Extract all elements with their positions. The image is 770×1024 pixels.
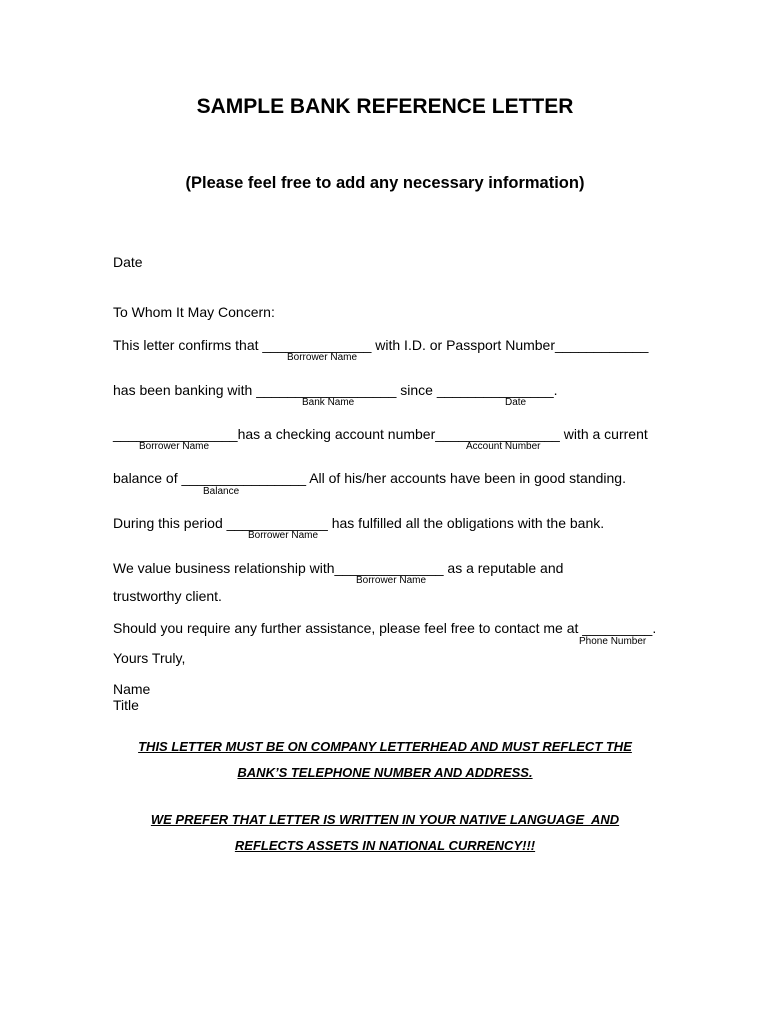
caption-phone-number: Phone Number	[579, 636, 647, 647]
date-label: Date	[113, 254, 143, 270]
caption-borrower-name: Borrower Name	[248, 530, 319, 541]
caption-account-number: Account Number	[466, 441, 541, 452]
notice-line: WE PREFER THAT LETTER IS WRITTEN IN YOUR NATIVE LANGUAGE AND	[150, 812, 620, 827]
letter-line-7: trustworthy client.	[113, 588, 222, 604]
notice-line: THIS LETTER MUST BE ON COMPANY LETTERHEAD AND MUST REFLECT THE	[138, 739, 632, 754]
letter-line-6: We value business relationship with______________ as a reputable and	[113, 560, 564, 576]
closing: Yours Truly,	[113, 650, 186, 666]
signature-name: Name	[113, 681, 151, 697]
caption-bank-name: Bank Name	[302, 397, 355, 408]
page-title: SAMPLE BANK REFERENCE LETTER	[196, 95, 574, 118]
letter-line-3: ________________has a checking account number________________ with a current	[113, 426, 648, 442]
page-subtitle: (Please feel free to add any necessary information)	[185, 174, 585, 192]
letter-line-4: balance of ________________ All of his/her accounts have been in good standing.	[113, 470, 626, 486]
letter-line-5: During this period _____________ has fulfilled all the obligations with the bank.	[113, 515, 605, 531]
letter-line-1: This letter confirms that ______________ with I.D. or Passport Number____________	[113, 337, 649, 353]
caption-borrower-name: Borrower Name	[139, 441, 210, 452]
caption-borrower-name: Borrower Name	[356, 575, 427, 586]
letter-line-2: has been banking with __________________ since _______________.	[113, 382, 558, 398]
letter-line-8: Should you require any further assistance, please feel free to contact me at _________.	[113, 620, 657, 636]
caption-borrower-name: Borrower Name	[287, 352, 358, 363]
notice-line: BANK’S TELEPHONE NUMBER AND ADDRESS.	[237, 765, 533, 780]
salutation: To Whom It May Concern:	[113, 304, 275, 320]
caption-balance: Balance	[203, 486, 240, 497]
caption-date: Date	[505, 397, 527, 408]
signature-title: Title	[113, 697, 139, 713]
notice-line: REFLECTS ASSETS IN NATIONAL CURRENCY!!!	[234, 838, 536, 853]
